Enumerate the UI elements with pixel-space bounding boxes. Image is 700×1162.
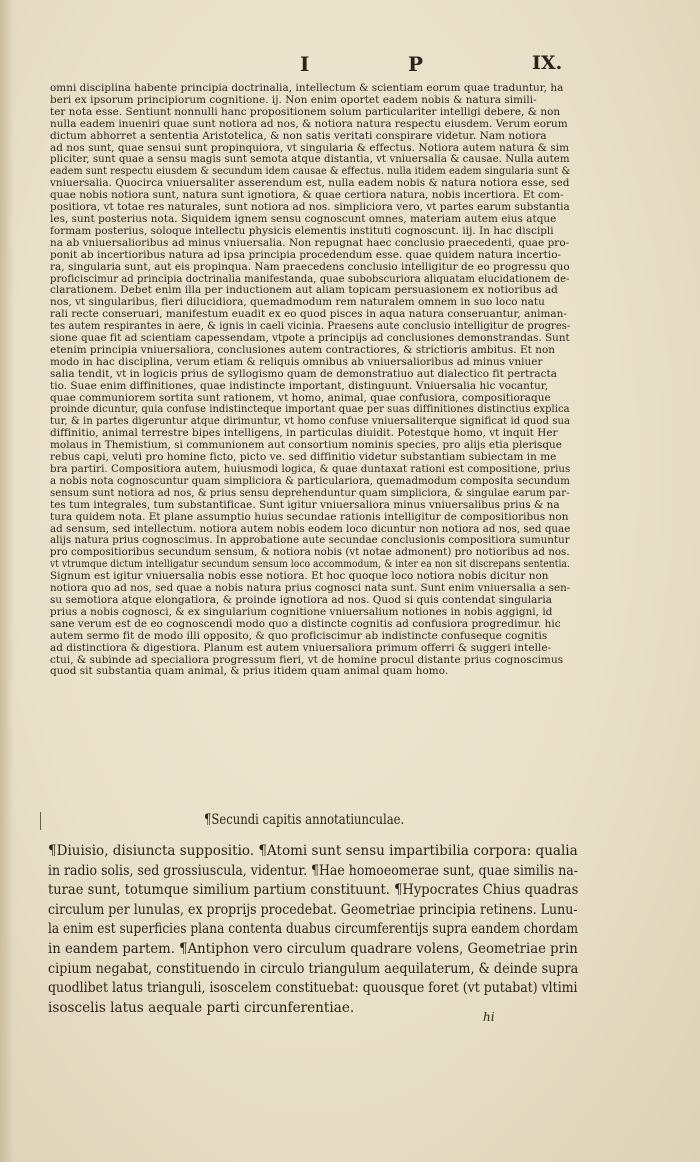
body-line: Signum est igitur vniuersalia nobis esse notiora. Et hoc quoque loco notiora nobis dicitur non [50, 570, 549, 583]
annotation-line: isoscelis latus aequale parti circunferentiae. [48, 999, 355, 1016]
annotation-line: quodlibet latus trianguli, isoscelem constituebat: quousque foret (vt putabat) vltimi [48, 980, 578, 997]
annotation-line: turae sunt, totumque similium partium constituunt. ¶Hypocrates Chius quadras [48, 882, 579, 899]
body-line: sane verum est de eo cognoscendi modo quo a distincte cognitis ad confusiora progredimur. hic [50, 617, 561, 630]
section-heading: ¶Secundi capitis annotatiunculae. [204, 812, 405, 828]
body-line: sensum sunt notiora ad nos, & prius sensu deprehenduntur quam simpliciora, & singulae earum par- [50, 486, 570, 499]
body-line: formam posterius, soloque intellectu physicis elementis instituti cognoscunt. iij. In hac discipli [50, 224, 554, 237]
body-line: modo in hac disciplina, verum etiam & reliquis omnibus ab vniuersalioribus ad minus vniuer [50, 355, 543, 368]
body-line: eadem sunt respectu eiusdem & secundum idem causae & effectus. nulla itidem eadem singularia sunt & [50, 165, 571, 178]
body-line: quod sit substantia quam animal, & prius itidem quam animal quam homo. [50, 665, 449, 678]
body-line: ctui, & subinde ad specialiora progressum fieri, vt de homine procul distante prius cognoscimus [50, 653, 564, 666]
body-line: tes autem respirantes in aere, & ignis in caeli vicinia. Praesens aute conclusio intelligitur de progres- [50, 320, 571, 333]
body-line: dictum abhorret a sententia Aristotelica, & non satis veritati conspirare videtur. Nam notiora [50, 129, 547, 142]
main-commentary-text [50, 83, 570, 678]
body-line: omni disciplina habente principia doctrinalia, intellectum & scientiam eorum quae traduntur, ha [50, 82, 564, 94]
folio-number: IX. [532, 52, 563, 74]
body-line: clarationem. Debet enim illa per inductionem aut aliam topicam persuasionem ex notioribus ad [50, 284, 558, 297]
body-line: na ab vniuersalioribus ad minus vniuersalia. Non repugnat haec conclusio praecedenti, quae pro- [50, 236, 570, 249]
annotation-line: ¶Diuisio, disiuncta suppositio. ¶Atomi sunt sensu impartibilia corpora: qualia [48, 843, 578, 859]
signature-mark-middle: P [408, 52, 424, 76]
body-line: positiora, vt totae res naturales, sunt notiora ad nos. simpliciora vero, vt partes earum substantia [50, 201, 570, 214]
body-line: nos, vt singularibus, fieri dilucidiora, quemadmodum rem naturalem omnem in suo loco natu [50, 296, 545, 309]
body-line: rebus capi, veluti pro homine ficto, picto ve. sed diffinitio videtur substantiam subiectam in me [50, 451, 557, 464]
body-line: bra partiri. Compositiora autem, huiusmodi logica, & quae duntaxat rationi est compositione, prius [50, 463, 571, 475]
body-line: ponit ab incertioribus natura ad ipsa principia procedendum esse. quae quidem natura incertio- [50, 248, 562, 261]
body-line: beri ex ipsorum principiorum cognitione. ij. Non enim oportet eadem nobis & natura simili- [50, 93, 537, 106]
running-head [0, 52, 700, 82]
body-line: pro compositioribus secundum sensum, & notiora nobis (vt notae admonent) pro notioribus ad nos. [50, 546, 570, 559]
body-line: tio. Suae enim diffinitiones, quae indistincte important, distinguunt. Vniuersalia hic vocantur, [50, 379, 549, 392]
body-line: etenim principia vniuersaliora, conclusiones autem contractiores, & strictioris ambitus. Et non [50, 343, 556, 356]
catchword: hi [483, 1010, 495, 1024]
body-line: tur, & in partes digeruntur atque dirimuntur, vt homo confuse vniuersaliterque significat id quod sua [50, 415, 571, 428]
body-line: nulla eadem inueniri quae sunt notiora ad nos, & notiora natura respectu eiusdem. Verum eorum [50, 117, 568, 130]
body-line: pliciter, sunt quae a sensu magis sunt semota atque distantia, vt vniuersalia & causae. Nulla autem [50, 153, 570, 166]
body-line: diffinitio, animal terrestre bipes intelligens, in particulas diuidit. Potestque homo, vt inquit Her [50, 427, 558, 440]
annotation-line: in radio solis, sed grossiuscula, videntur. ¶Hae homoeomerae sunt, quae similis na- [48, 862, 579, 879]
body-line: rali recte conseruari, manifestum euadit ex eo quod pisces in aqua natura conseruantur, animan- [50, 308, 567, 321]
body-line: proinde dicuntur, quia confuse indistincteque important quae per suas diffinitiones distinctius explica [50, 403, 570, 416]
body-line: tes tum integrales, tum substantificae. Sunt igitur vniuersaliora minus vniuersalibus prius & na [50, 498, 560, 511]
annotation-line: in eandem partem. ¶Antiphon vero circulum quadrare volens, Geometriae prin [48, 940, 578, 957]
annotation-line: cipium negabat, constituendo in circulo triangulum aequilaterum, & deinde supra [48, 960, 579, 977]
annotation-line: la enim est superficies plana contenta duabus circumferentijs supra eandem chordam [48, 921, 579, 938]
body-line: ter nota esse. Sentiunt nonnulli hanc propositionem solum particulariter intelligi debere, & non [50, 105, 561, 118]
body-line: vt vtrumque dictum intelligatur secundum sensum loco accommodum, & inter ea non sit discrepans sententia. [50, 558, 570, 571]
signature-mark-left: I [300, 52, 310, 76]
body-line: proficiscimur ad principia doctrinalia manifestanda, quae subobscuriora aliquatam elucidationem de- [50, 272, 570, 285]
body-line: ad nos sunt, quae sensui sunt propinquiora, vt singularia & effectus. Notiora autem natura & sim [50, 141, 569, 154]
body-line: sione quae fit ad scientiam capessendam, vtpote a principijs ad conclusiones demonstrandas. Sunt [50, 332, 570, 345]
annotations-block [48, 842, 578, 1018]
margin-mark [40, 812, 41, 830]
body-line: su semotiora atque elongatiora, & proinde ignotiora ad nos. Quod si quis contendat singularia [50, 593, 552, 606]
body-line: a nobis nota cognoscuntur quam simpliciora & particulariora, quemadmodum composita secundum [50, 474, 570, 487]
body-line: molaus in Themistium, si communionem aut consortium nominis species, pro alijs etia plerisque [50, 439, 562, 452]
body-line: quae communiorem sortita sunt rationem, vt homo, animal, quae confusiora, compositioraque [50, 391, 551, 404]
body-line: ad distinctiora & digestiora. Planum est autem vniuersaliora primum offerri & suggeri intelle- [50, 641, 552, 654]
body-line: quae nobis notiora sunt, natura sunt ignotiora, & quae certiora natura, nobis incertiora. Et com- [50, 189, 564, 202]
body-line: tura quidem nota. Et plane assumptio huius secundae rationis intelligitur de compositioribus non [50, 510, 569, 523]
body-line: vniuersalia. Quocirca vniuersaliter asserendum est, nulla eadem nobis & natura notiora esse, sed [50, 177, 570, 190]
body-line: alijs natura prius cognoscimus. In approbatione aute secundae conclusionis compositiora sumuntur [50, 534, 570, 547]
body-line: ra, singularia sunt, aut eis propinqua. Nam praecedens conclusio intelligitur de eo progressu quo [50, 260, 570, 273]
body-line: prius a nobis cognosci, & ex singularium cognitione vniuersalium notiones in nobis aggigni, id [50, 605, 553, 618]
body-line: ad sensum, sed intellectum. notiora autem nobis eodem loco dicuntur non notiora ad nos, sed quae [50, 522, 571, 535]
annotation-line: circulum per lunulas, ex proprijs procedebat. Geometriae principia retinens. Lunu- [48, 901, 578, 918]
body-line: salia tendit, vt in logicis prius de syllogismo quam de demonstratiuo aut dialectico fit pertracta [50, 367, 557, 380]
body-line: notiora quo ad nos, sed quae a nobis natura prius cognosci nata sunt. Sunt enim vniuersalia a sen- [50, 582, 571, 595]
body-line: autem sermo fit de modo illi opposito, & quo proficiscimur ab indistincte confuseque cognitis [50, 629, 548, 642]
body-line: les, sunt posterius nota. Siquidem ignem sensu cognoscunt omnes, materiam autem eius atque [50, 212, 557, 225]
